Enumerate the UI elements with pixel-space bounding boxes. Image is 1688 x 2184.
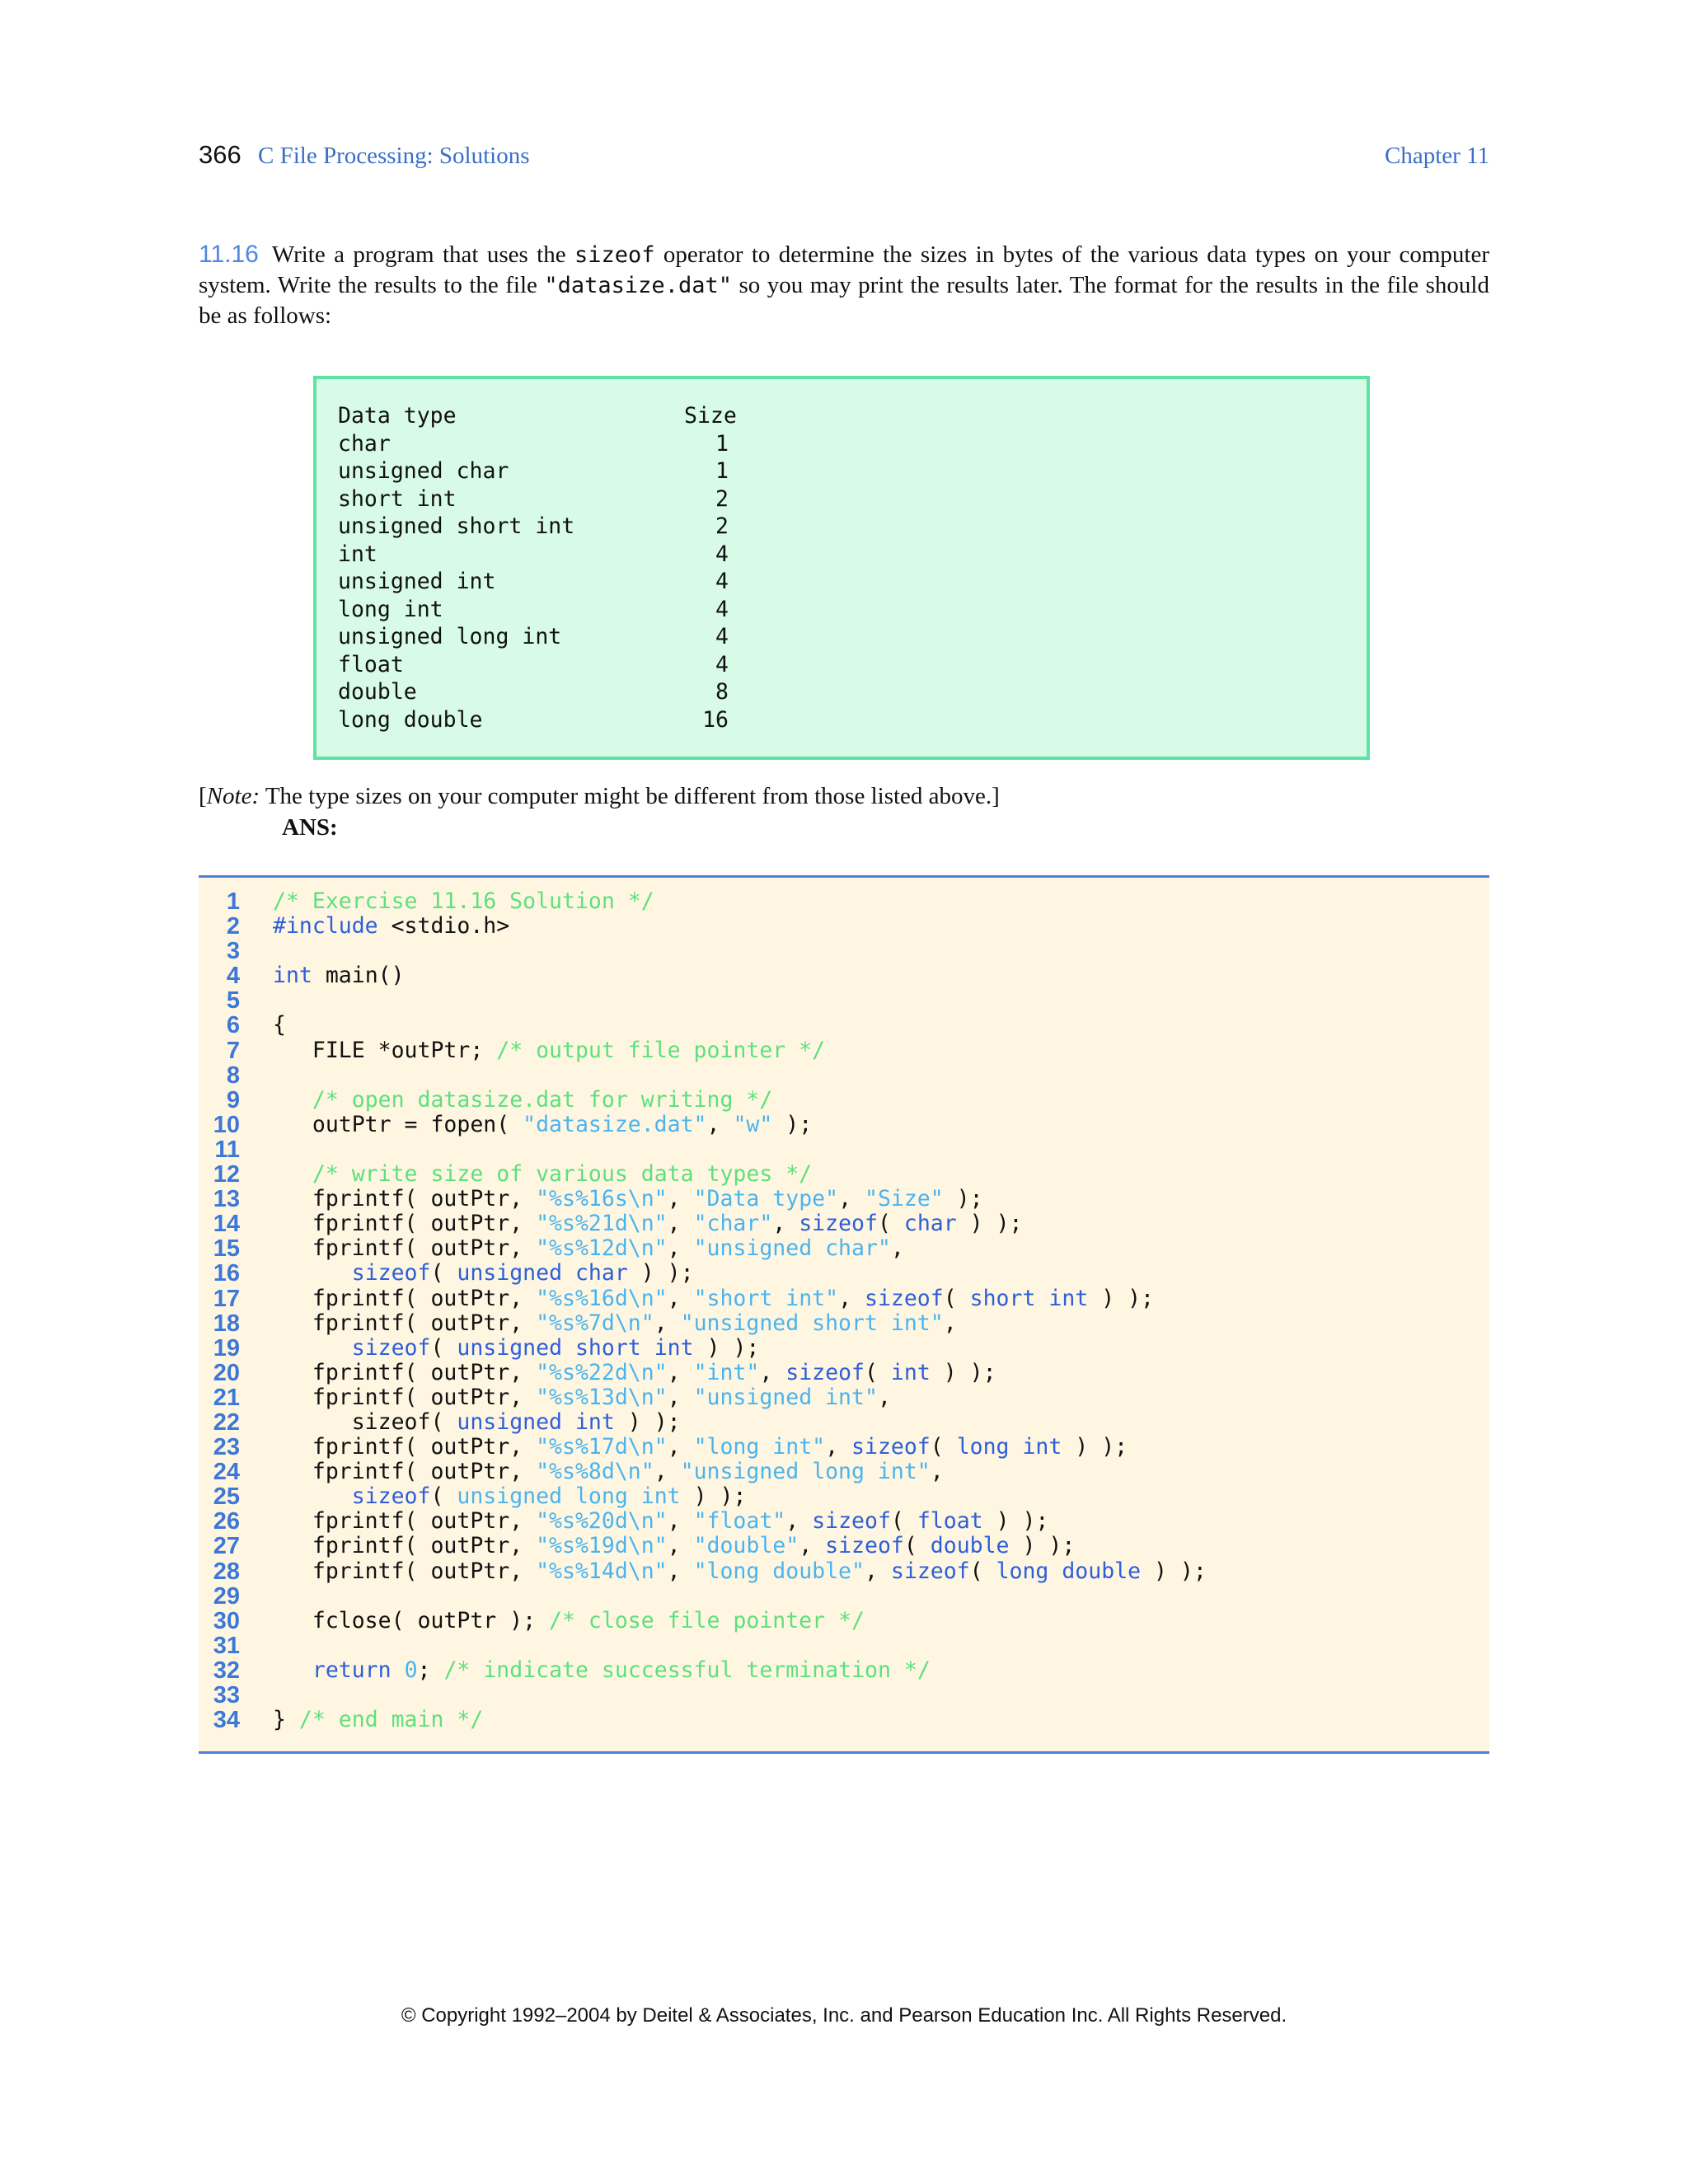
code-text: fprintf( outPtr, "%s%20d\n", "float", sizeof( float ) );	[273, 1508, 1049, 1535]
code-line	[199, 1187, 1489, 1212]
output-size: 2	[715, 513, 729, 539]
code-text: int main()	[273, 963, 405, 989]
note: [Note: The type sizes on your computer might be different from those listed above.]	[199, 783, 1000, 809]
code-lines	[199, 889, 1489, 1732]
inline-code: "datasize.dat"	[544, 273, 732, 298]
code-line	[199, 1137, 1489, 1162]
output-type: char	[338, 430, 391, 457]
code-listing	[199, 875, 1489, 1754]
output-type: float	[338, 651, 404, 677]
code-text: fprintf( outPtr, "%s%14d\n", "long double", sizeof( long double ) );	[273, 1558, 1207, 1584]
output-size: 2	[715, 485, 729, 512]
output-size: 4	[715, 541, 729, 567]
output-size: 4	[715, 624, 729, 649]
line-number: 11	[214, 1136, 240, 1163]
line-number: 30	[213, 1607, 240, 1634]
output-row	[338, 485, 729, 513]
line-number: 34	[213, 1707, 240, 1734]
line-number: 20	[213, 1359, 240, 1386]
copyright-footer: © Copyright 1992–2004 by Deitel & Associates, Inc. and Pearson Education Inc. All Rights Reserved.	[401, 2004, 1287, 2027]
note-text: The type sizes on your computer might be different from those listed above.]	[260, 783, 1000, 809]
line-number: 18	[213, 1310, 240, 1337]
code-line	[199, 889, 1489, 914]
line-number: 6	[226, 1012, 240, 1039]
output-header-size: Size	[684, 403, 737, 429]
output-type: int	[338, 541, 377, 567]
code-line	[199, 1336, 1489, 1361]
question-text: Write a program that uses the	[271, 241, 574, 268]
output-row	[338, 678, 729, 706]
question-text: operator to determine the sizes in bytes of the various data types on your computer system. Write the results to the file	[199, 241, 1489, 298]
code-line	[199, 1683, 1489, 1708]
page-header	[199, 140, 1489, 176]
line-number: 29	[213, 1582, 240, 1610]
line-number: 32	[213, 1657, 240, 1684]
line-number: 2	[226, 913, 240, 940]
code-text: fprintf( outPtr, "%s%8d\n", "unsigned long int",	[273, 1459, 944, 1485]
chapter-label: Chapter 11	[1385, 143, 1489, 169]
line-number: 26	[213, 1508, 240, 1535]
code-line	[199, 1534, 1489, 1558]
output-size: 8	[715, 679, 729, 705]
code-line	[199, 1633, 1489, 1658]
code-line	[199, 1385, 1489, 1410]
code-line	[199, 988, 1489, 1013]
code-text: fprintf( outPtr, "%s%19d\n", "double", sizeof( double ) );	[273, 1533, 1076, 1559]
output-row	[338, 541, 729, 569]
code-line	[199, 1584, 1489, 1609]
output-type: short int	[338, 485, 457, 512]
running-title: C File Processing: Solutions	[258, 143, 530, 169]
code-line	[199, 1460, 1489, 1484]
output-row	[338, 651, 729, 679]
line-number: 22	[213, 1408, 240, 1436]
line-number: 28	[213, 1558, 240, 1585]
sample-output-box	[313, 376, 1370, 760]
code-line	[199, 1038, 1489, 1063]
line-number: 7	[226, 1037, 240, 1064]
line-number: 19	[213, 1334, 240, 1361]
code-text: #include <stdio.h>	[273, 913, 510, 940]
code-text: sizeof( unsigned int ) );	[273, 1408, 681, 1435]
code-line	[199, 1559, 1489, 1584]
code-line	[199, 914, 1489, 939]
line-number: 8	[226, 1062, 240, 1089]
line-number: 16	[213, 1260, 240, 1287]
line-number: 27	[213, 1533, 240, 1560]
output-header-type: Data type	[338, 403, 457, 429]
output-row	[338, 457, 729, 485]
line-number: 31	[213, 1632, 240, 1659]
output-row	[338, 430, 729, 458]
code-line	[199, 1484, 1489, 1509]
code-line	[199, 939, 1489, 963]
code-line	[199, 1609, 1489, 1633]
code-text: fprintf( outPtr, "%s%7d\n", "unsigned short int",	[273, 1310, 957, 1336]
line-number: 14	[213, 1211, 240, 1238]
code-text: fprintf( outPtr, "%s%16s\n", "Data type", "Size" );	[273, 1186, 983, 1212]
output-row	[338, 568, 729, 596]
output-row	[338, 623, 729, 651]
code-text: fprintf( outPtr, "%s%13d\n", "unsigned int",	[273, 1384, 891, 1410]
exercise-number: 11.16	[199, 241, 259, 268]
line-number: 3	[226, 938, 240, 965]
output-size: 1	[715, 458, 729, 484]
output-row	[338, 596, 729, 624]
exercise-question	[199, 239, 1489, 331]
output-size: 4	[715, 596, 729, 622]
code-text: sizeof( unsigned char ) );	[351, 1260, 694, 1286]
line-number: 23	[213, 1434, 240, 1461]
output-size: 4	[715, 651, 729, 677]
inline-code: sizeof	[574, 242, 655, 268]
output-row	[338, 706, 729, 734]
code-line	[199, 1435, 1489, 1460]
line-number: 15	[213, 1235, 240, 1263]
code-line	[199, 1658, 1489, 1683]
code-text: fprintf( outPtr, "%s%12d\n", "unsigned char",	[273, 1235, 904, 1262]
code-line	[199, 1361, 1489, 1385]
code-line	[199, 1088, 1489, 1113]
code-text: fclose( outPtr ); /* close file pointer */	[273, 1607, 865, 1633]
line-number: 17	[213, 1285, 240, 1312]
line-number: 24	[213, 1459, 240, 1486]
sample-output-table	[338, 402, 737, 733]
code-line	[199, 1410, 1489, 1435]
code-line	[199, 1261, 1489, 1286]
line-number: 10	[213, 1111, 240, 1138]
output-size: 1	[715, 430, 729, 457]
code-text: sizeof( unsigned short int ) );	[351, 1334, 760, 1361]
code-text: /* Exercise 11.16 Solution */	[273, 888, 654, 914]
code-text: sizeof( unsigned long int ) );	[351, 1483, 747, 1510]
code-line	[199, 1162, 1489, 1187]
output-header-row	[338, 402, 737, 430]
output-type: long double	[338, 706, 483, 733]
code-text: FILE *outPtr; /* output file pointer */	[273, 1037, 826, 1063]
page-number: 366	[199, 140, 241, 169]
line-number: 5	[226, 987, 240, 1015]
code-line	[199, 1013, 1489, 1038]
line-number: 13	[213, 1186, 240, 1213]
output-row	[338, 513, 729, 541]
output-type: double	[338, 679, 417, 705]
code-text: fprintf( outPtr, "%s%16d\n", "short int", sizeof( short int ) );	[273, 1285, 1155, 1311]
line-number: 12	[213, 1161, 240, 1188]
code-text: /* open datasize.dat for writing */	[312, 1086, 773, 1113]
note-label: Note:	[206, 783, 260, 809]
output-type: unsigned long int	[338, 624, 562, 649]
code-line	[199, 1509, 1489, 1534]
code-line	[199, 963, 1489, 988]
code-text: fprintf( outPtr, "%s%22d\n", "int", sizeof( int ) );	[273, 1359, 996, 1385]
line-number: 33	[213, 1682, 240, 1708]
line-number: 25	[213, 1483, 240, 1511]
code-line	[199, 1286, 1489, 1311]
output-size: 16	[702, 706, 729, 733]
output-size: 4	[715, 569, 729, 594]
code-line	[199, 1311, 1489, 1336]
code-line	[199, 1236, 1489, 1261]
question-text: so you may print the results later. The format for the results in the file should be as follows:	[199, 272, 1489, 329]
output-type: unsigned int	[338, 569, 496, 594]
output-type: long int	[338, 596, 443, 622]
code-text: {	[273, 1012, 286, 1038]
code-text: } /* end main */	[273, 1707, 484, 1733]
line-number: 21	[213, 1384, 240, 1411]
code-line	[199, 1063, 1489, 1088]
line-number: 9	[226, 1086, 240, 1113]
code-text: fprintf( outPtr, "%s%17d\n", "long int", sizeof( long int ) );	[273, 1434, 1128, 1460]
code-text: /* write size of various data types */	[312, 1161, 813, 1188]
code-line	[199, 1708, 1489, 1732]
code-text: fprintf( outPtr, "%s%21d\n", "char", sizeof( char ) );	[273, 1211, 1023, 1237]
code-text: outPtr = fopen( "datasize.dat", "w" );	[273, 1111, 813, 1137]
answer-label: ANS:	[282, 814, 338, 841]
output-type: unsigned short int	[338, 513, 575, 539]
code-text: return 0; /* indicate successful termination */	[312, 1657, 931, 1683]
output-type: unsigned char	[338, 458, 509, 484]
line-number: 4	[226, 963, 240, 990]
code-line	[199, 1113, 1489, 1137]
code-line	[199, 1212, 1489, 1236]
line-number: 1	[226, 888, 240, 915]
